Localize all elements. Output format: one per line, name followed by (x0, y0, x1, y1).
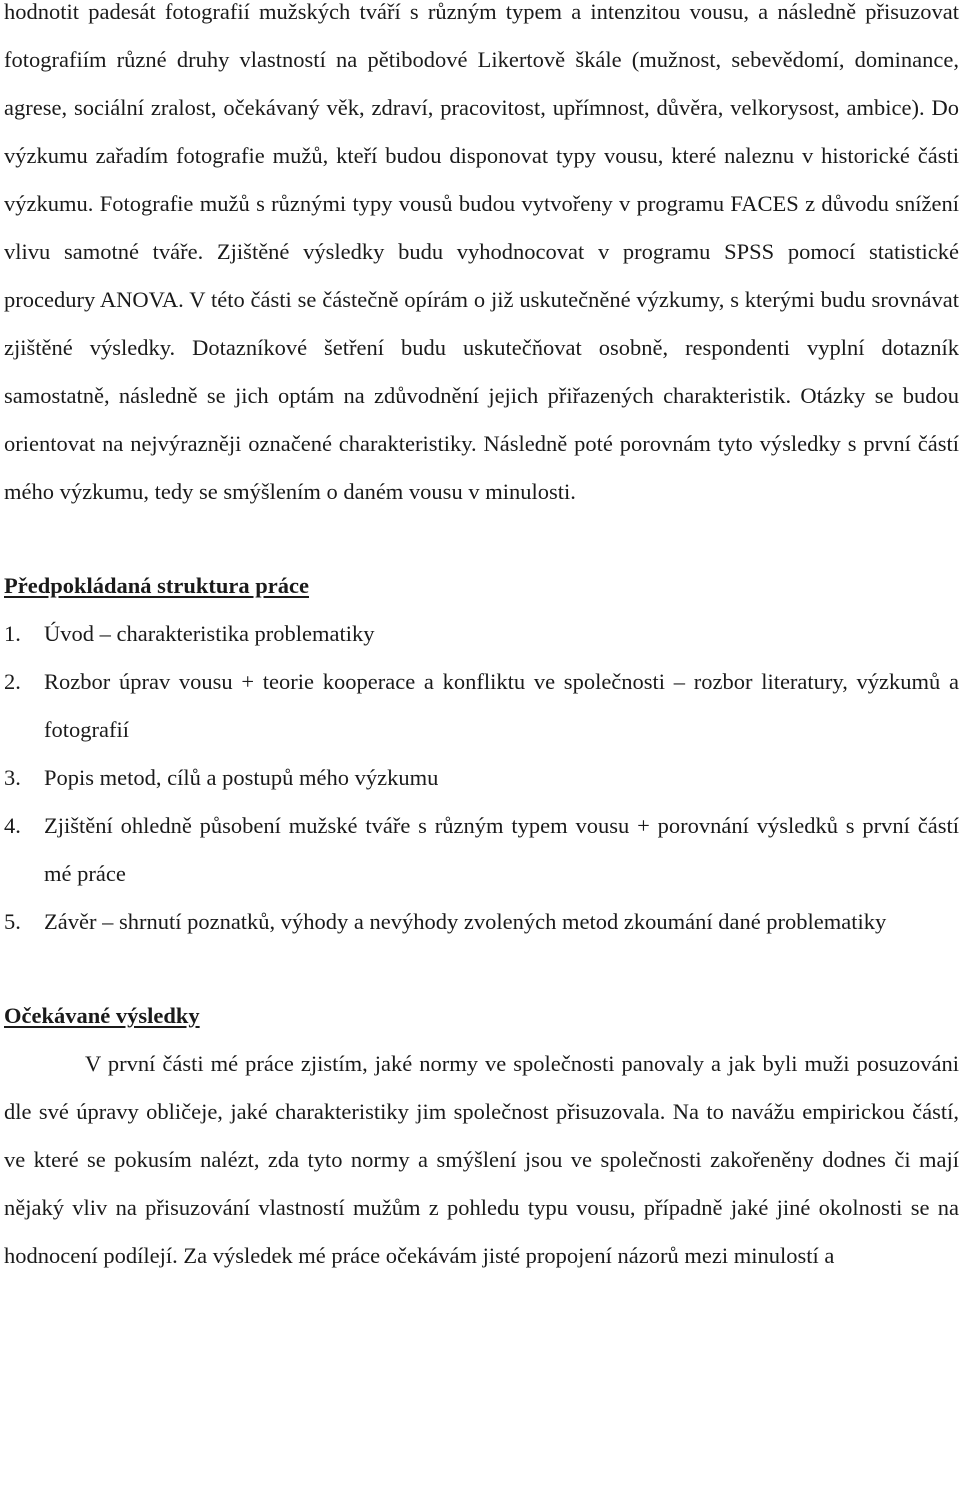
section-spacer (4, 946, 959, 992)
structure-heading: Předpokládaná struktura práce (4, 573, 310, 598)
results-paragraph: V první části mé práce zjistím, jaké normy ve společnosti panovaly a jak byli muži posuzováni dle své úpravy obličeje, jaké charakteristiky jim společnost přisuzovala. Na to navážu empirickou částí, ve které se pokusím nalézt, zda tyto normy a smýšlení jsou ve společnosti zakořeněny dodnes či mají nějaký vliv na přisuzování vlastností mužům z pohledu typu vousu, případně jaké jiné okolnosti se na hodnocení podílejí. Za výsledek mé práce očekávám jisté propojení názorů mezi minulostí a (4, 1051, 959, 1268)
section-spacer (4, 516, 959, 562)
list-item-text: Popis metod, cílů a postupů mého výzkumu (44, 765, 439, 790)
list-item-number: 1. (4, 621, 21, 646)
list-item-number: 4. (4, 813, 21, 838)
list-item (4, 802, 959, 898)
list-item-number: 3. (4, 765, 21, 790)
results-heading: Očekávané výsledky (4, 1003, 200, 1028)
list-item-text: Závěr – shrnutí poznatků, výhody a nevýhody zvolených metod zkoumání dané problematiky (44, 909, 887, 934)
list-item (4, 754, 959, 802)
list-item-number: 5. (4, 909, 21, 934)
list-item-text: Úvod – charakteristika problematiky (44, 621, 375, 646)
structure-list (4, 610, 959, 946)
list-item (4, 898, 959, 946)
list-item (4, 658, 959, 754)
list-item-text: Rozbor úprav vousu + teorie kooperace a konfliktu ve společnosti – rozbor literatury, výzkumů a fotografií (44, 669, 959, 742)
list-item-text: Zjištění ohledně působení mužské tváře s různým typem vousu + porovnání výsledků s první částí mé práce (44, 813, 959, 886)
list-item-number: 2. (4, 669, 21, 694)
list-item (4, 610, 959, 658)
intro-paragraph: hodnotit padesát fotografií mužských tváří s různým typem a intenzitou vousu, a následně přisuzovat fotografiím různé druhy vlastností na pětibodové Likertově škále (mužnost, sebevědomí, dominance, agrese, sociální zralost, očekávaný věk, zdraví, pracovitost, upřímnost, důvěra, velkorysost, ambice). Do výzkumu zařadím fotografie mužů, kteří budou disponovat typy vousu, které naleznu v historické části výzkumu. Fotografie mužů s různými typy vousů budou vytvořeny v programu FACES z důvodu snížení vlivu samotné tváře. Zjištěné výsledky budu vyhodnocovat v programu SPSS pomocí statistické procedury ANOVA. V této části se částečně opírám o již uskutečněné výzkumy, s kterými budu srovnávat zjištěné výsledky. Dotazníkové šetření budu uskutečňovat osobně, respondenti vyplní dotazník samostatně, následně se jich optám na zdůvodnění jejich přiřazených charakteristik. Otázky se budou orientovat na nejvýrazněji označené charakteristiky. Následně poté porovnám tyto výsledky s první částí mého výzkumu, tedy se smýšlením o daném vousu v minulosti. (4, 0, 959, 504)
